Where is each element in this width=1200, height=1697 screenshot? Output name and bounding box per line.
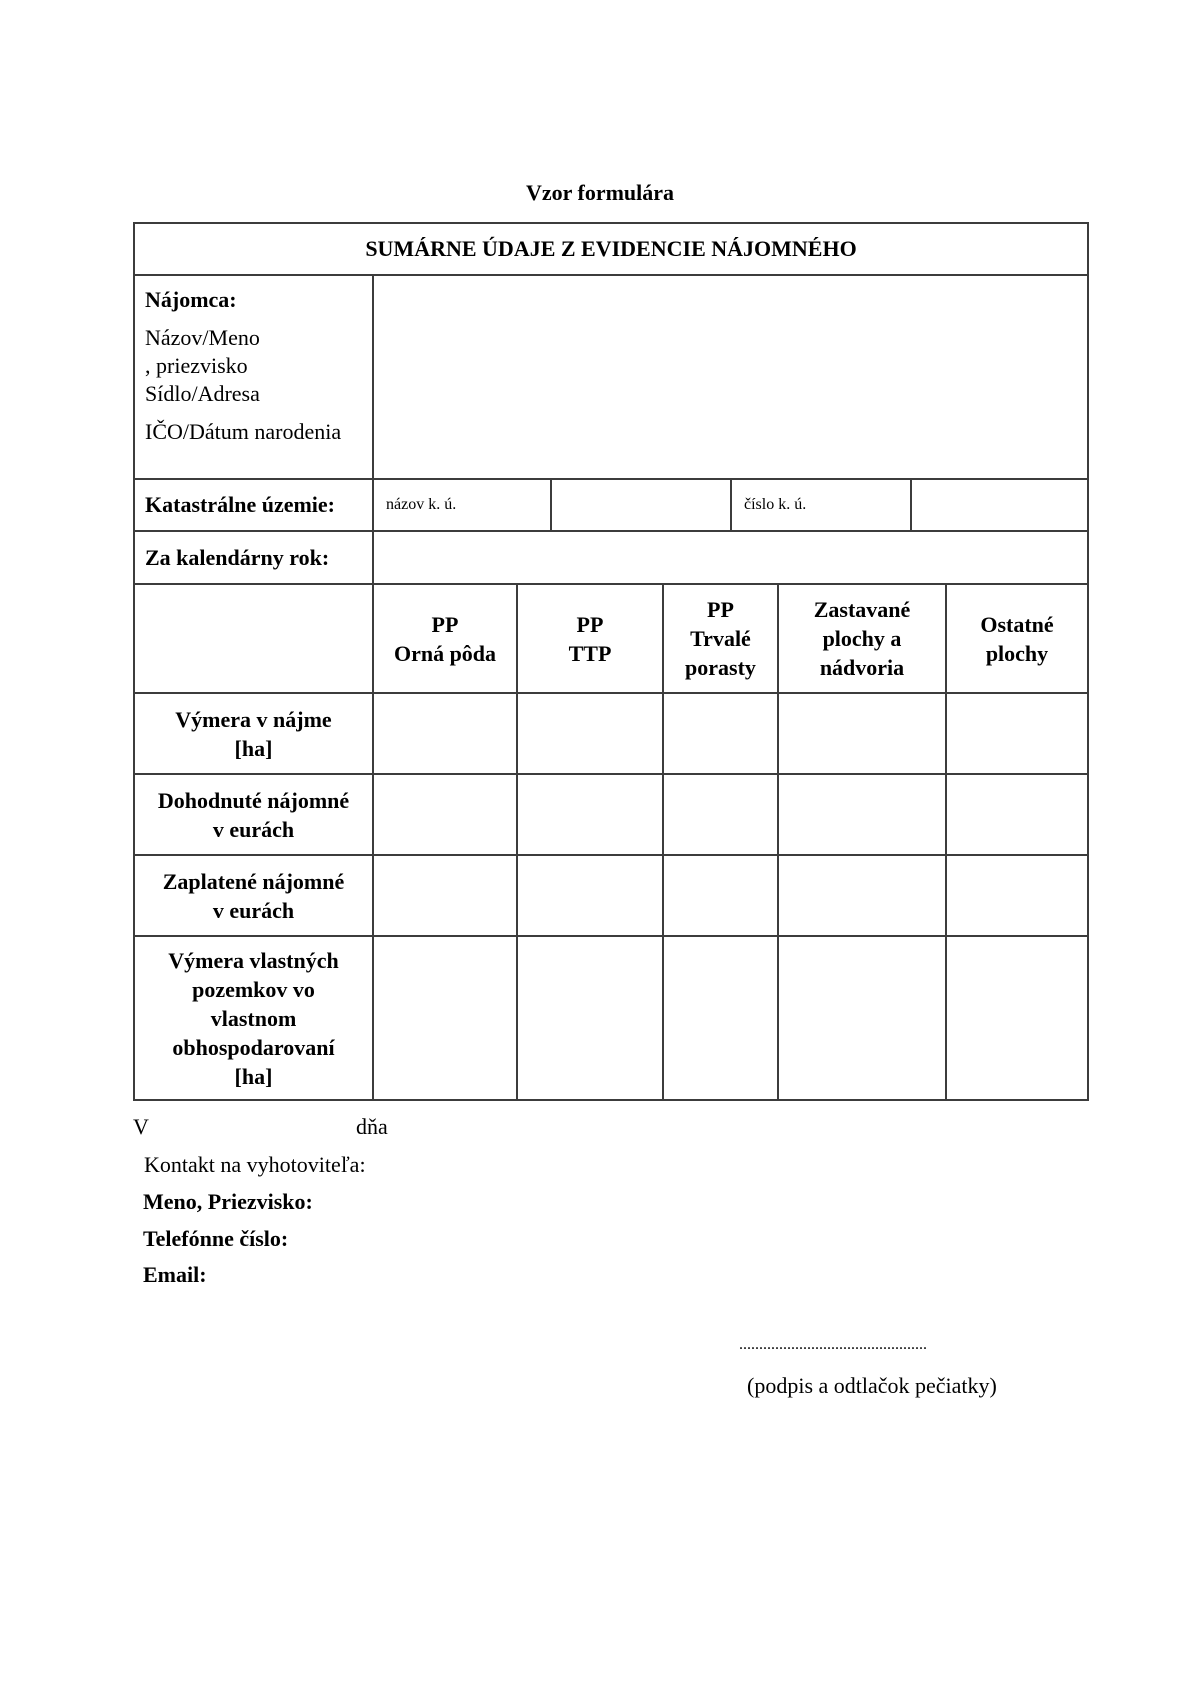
table-cell[interactable]: [372, 854, 518, 937]
table-cell[interactable]: [777, 854, 947, 937]
place-label: V: [133, 1114, 149, 1139]
year-input[interactable]: [372, 530, 1089, 585]
page-title: Vzor formulára: [525, 180, 675, 205]
table-cell[interactable]: [945, 692, 1089, 775]
table-cell[interactable]: [516, 935, 664, 1101]
tenant-heading: Nájomca:: [145, 287, 237, 312]
tenant-name-label: Názov/Meno: [145, 325, 260, 350]
table-cell[interactable]: [945, 773, 1089, 856]
table-cell[interactable]: [662, 692, 779, 775]
corner-cell: [133, 583, 374, 694]
tenant-id-label: IČO/Dátum narodenia: [145, 419, 342, 444]
contact-label: Kontakt na vyhotoviteľa:: [144, 1152, 366, 1177]
tenant-label-cell: [133, 274, 374, 480]
cadastral-label: Katastrálne územie:: [133, 478, 374, 532]
tenant-surname-label: , priezvisko: [145, 353, 248, 378]
cadastral-number-input[interactable]: [910, 478, 1089, 532]
table-cell[interactable]: [372, 692, 518, 775]
email-label: Email:: [143, 1262, 207, 1287]
cadastral-name-label: názov k. ú.: [372, 478, 552, 532]
signature-caption: (podpis a odtlačok pečiatky): [747, 1373, 997, 1398]
table-cell[interactable]: [662, 935, 779, 1101]
row-header-agreed-rent: Dohodnuté nájomné v eurách: [133, 773, 374, 856]
column-header-built-up: Zastavané plochy a nádvoria: [777, 583, 947, 694]
signature-line: ...............................................: [739, 1336, 927, 1353]
column-header-arable: PP Orná pôda: [372, 583, 518, 694]
table-cell[interactable]: [777, 692, 947, 775]
table-cell[interactable]: [516, 692, 664, 775]
table-cell[interactable]: [516, 773, 664, 856]
table-cell[interactable]: [662, 854, 779, 937]
phone-label: Telefónne číslo:: [143, 1226, 289, 1251]
table-cell[interactable]: [945, 854, 1089, 937]
table-cell[interactable]: [372, 935, 518, 1101]
table-cell[interactable]: [372, 773, 518, 856]
name-label: Meno, Priezvisko:: [143, 1189, 313, 1214]
date-label: dňa: [356, 1114, 388, 1139]
tenant-address-label: Sídlo/Adresa: [145, 381, 260, 406]
column-header-other: Ostatné plochy: [945, 583, 1089, 694]
table-title: SUMÁRNE ÚDAJE Z EVIDENCIE NÁJOMNÉHO: [133, 222, 1089, 276]
tenant-input-cell[interactable]: [372, 274, 1089, 480]
column-header-permanent-crops: PP Trvalé porasty: [662, 583, 779, 694]
cadastral-name-input[interactable]: [550, 478, 732, 532]
table-cell[interactable]: [945, 935, 1089, 1101]
table-cell[interactable]: [777, 935, 947, 1101]
row-header-leased-area: Výmera v nájme [ha]: [133, 692, 374, 775]
row-header-paid-rent: Zaplatené nájomné v eurách: [133, 854, 374, 937]
column-header-ttp: PP TTP: [516, 583, 664, 694]
year-label: Za kalendárny rok:: [133, 530, 374, 585]
table-cell[interactable]: [777, 773, 947, 856]
table-cell[interactable]: [662, 773, 779, 856]
cadastral-number-label: číslo k. ú.: [730, 478, 912, 532]
row-header-own-land: Výmera vlastných pozemkov vo vlastnom obhospodarovaní [ha]: [133, 935, 374, 1101]
rent-summary-table: [133, 222, 1089, 1101]
table-cell[interactable]: [516, 854, 664, 937]
